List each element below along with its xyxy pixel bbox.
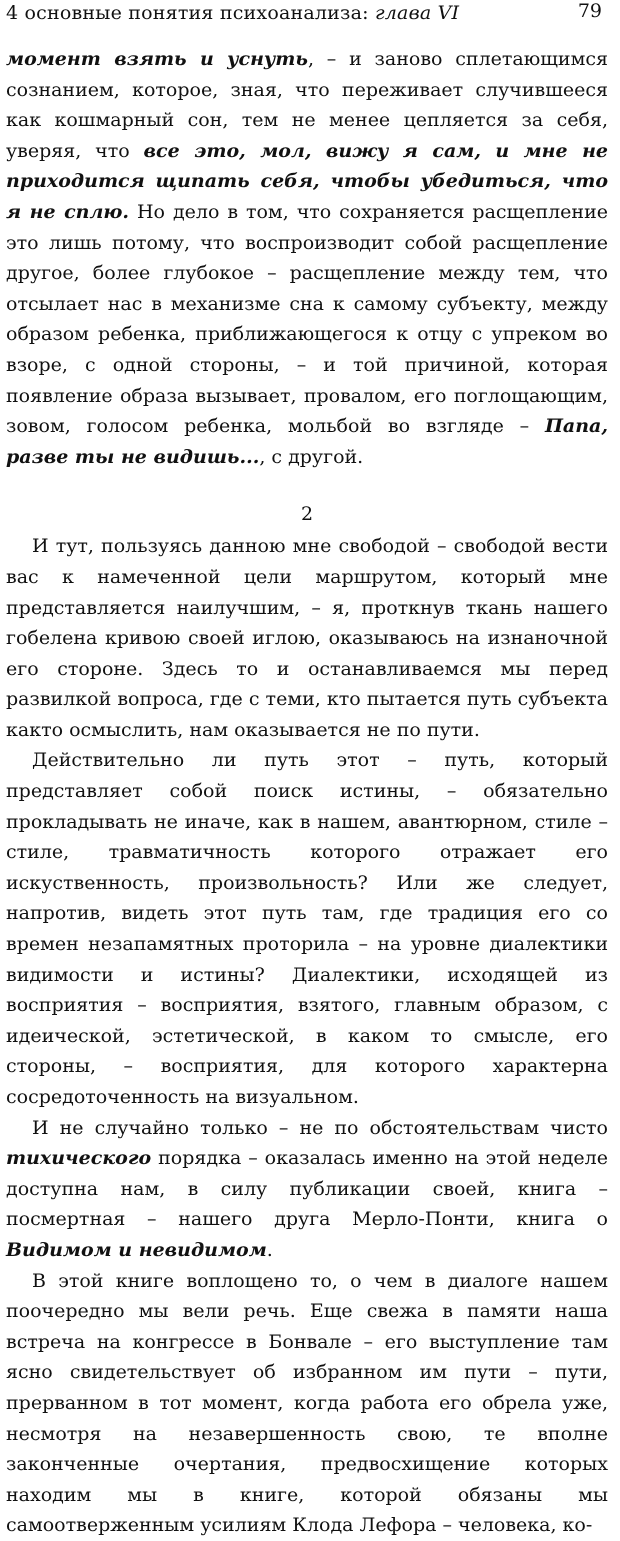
text-run: И не случайно только – не по обстоятельствам чисто [32, 1116, 608, 1139]
text-run: Но дело в том, что сохраняется расщепление это лишь потому, что воспроизводит собой расщепление другое, более глубокое – расщепление между тем, что отсылает нас в механизме сна к самому субъекту, между образом ребенка, приближающегося к отцу с упреком во взоре, с одной стороны, – и той причиной, которая появление образа вызывает, провалом, его поглощающим, зовом, голосом ребенка, мольбой во взгляде – [6, 200, 608, 438]
book-title: Видимом и невидимом [6, 1238, 267, 1261]
page-header [6, 0, 608, 44]
paragraph-1 [6, 44, 608, 472]
running-head-chapter: глава VI [374, 2, 460, 24]
running-head-title: 4 основные понятия психоанализа: [6, 2, 375, 24]
paragraph-3: Действительно ли путь этот – путь, который представляет собой поиск истины, – обязательно прокладывать не иначе, как в нашем, авантюрном, стиле – стиле, травматичность которого отражает его искуственность, произвольность? Или же следует, напротив, видеть этот путь там, где традиция его со времен незапамятных проторила – на уровне диалектики видимости и истины? Диалектики, исходящей из восприятия – восприятия, взятого, главным образом, с идеической, эстетической, в каком то смысле, его стороны, – восприятия, для которого характерна сосредоточенность на визуальном. [6, 749, 608, 1108]
emphasis: момент взять и уснуть [6, 48, 308, 70]
page-number: 79 [577, 0, 602, 22]
paragraph-4 [6, 1113, 608, 1266]
text-run: . [266, 1238, 273, 1261]
paragraph-5: В этой книге воплощено то, о чем в диалоге нашем поочередно мы вели речь. Еще свежа в памяти наша встреча на конгрессе в Бонвале – его выступление там ясно свидетельствует об избранном им пути – пути, прерванном в тот момент, когда работа его обрела уже, несмотря на незавершенность свою, те вполне законченные очертания, предвосхищение которых находим мы в книге, которой обязаны мы самоотверженным усилиям Клода Лефора – человека, ко- [6, 1269, 608, 1537]
text-run: , – и заново сплетающимся сознанием, которое, зная, что переживает случившееся как кошмарный сон, тем не менее цепляется за себя, уверяя, что [6, 48, 608, 162]
emphasis: Папа, разве ты не видишь... [6, 415, 608, 468]
emphasis: тихического [6, 1147, 152, 1170]
body-text [6, 44, 608, 1541]
paragraph-2: И тут, пользуясь данною мне свободой – свободой вести вас к намеченной цели маршрутом, который мне представляется наилучшим, – я, проткнув ткань нашего гобелена кривою своей иглою, оказываюсь на изнаночной его стороне. Здесь то и останавливаемся мы перед развилкой вопроса, где с теми, кто пытается путь субъекта както осмыслить, нам оказывается не по пути. [6, 535, 608, 741]
text-run: порядка – оказалась именно на этой неделе доступна нам, в силу публикации своей, книга – посмертная – нашего друга Мерло-Понти, книга о [6, 1147, 608, 1231]
text-run: , с другой. [259, 445, 364, 468]
running-head [6, 2, 459, 24]
emphasis: все это, мол, вижу я сам, и мне не приходится щипать себя, чтобы убедиться, что я не сплю. [6, 139, 609, 223]
section-number: 2 [300, 503, 314, 526]
